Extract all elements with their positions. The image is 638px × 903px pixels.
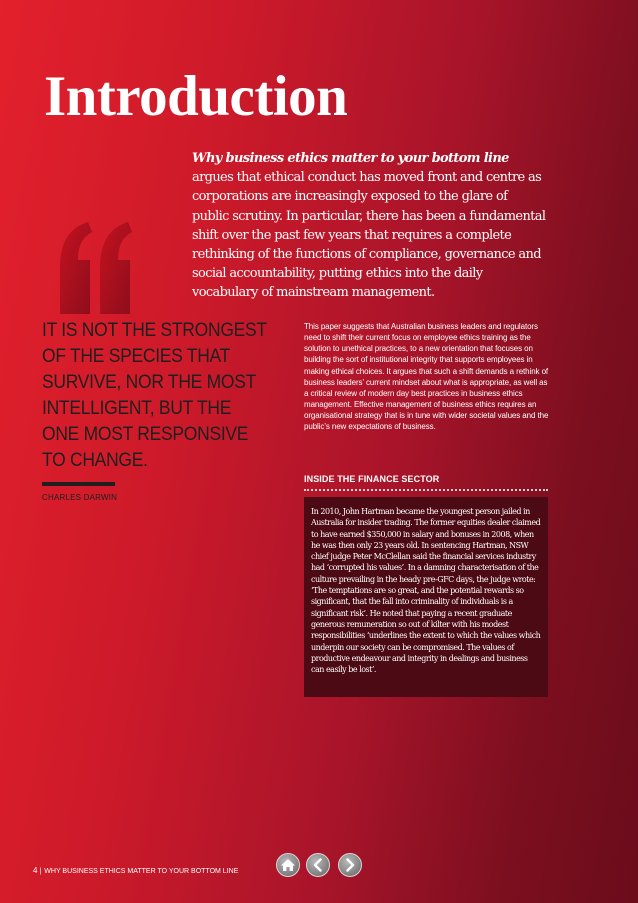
next-page-button[interactable]	[338, 853, 362, 877]
pull-quote: IT IS NOT THE STRONGEST OF THE SPECIES THAT SURVIVE, NOR THE MOST INTELLIGENT, BUT THE ONE MOST RESPONSIVE TO CHANGE.	[42, 320, 267, 471]
running-title: WHY BUSINESS ETHICS MATTER TO YOUR BOTTOM LINE	[44, 868, 239, 875]
body-paragraph: This paper suggests that Australian business leaders and regulators need to shift their current focus on employee ethics training as the solution to unethical practices, to a new orientation that focuses on building the sort of institutional integrity that supports employees in making ethical choices. It argues that such a shift demands a rethink of business leaders’ current mindset about what is appropriate, as well as a critical review of modern day best practices in business ethics management. Effective management of business ethics requires an organisational strategy that is in tune with wider societal values and the public’s new expectations of business.	[304, 322, 549, 432]
chevron-right-icon	[344, 858, 356, 872]
previous-page-button[interactable]	[306, 853, 330, 877]
page-footer	[33, 866, 238, 876]
home-button[interactable]	[276, 853, 300, 877]
case-study-text: In 2010, John Hartman became the youngest person jailed in Australia for insider trading. The former equities dealer claimed to have earned $350,000 in salary and bonuses in 2008, when he was then only 23 years old. In sentencing Hartman, NSW chief judge Peter McClellan said the financial services industry had ‘corrupted his values’. In a damning characterisation of the culture prevailing in the heady pre-GFC days, the judge wrote: ‘The temptations are so great, and the potential rewards so significant, that the fall into criminality of individuals is a significant risk’. He noted that paying a recent graduate generous remuneration so out of kilter with his modest responsibilities ‘underlines the extent to which the values which underpin our society can be compromised. The values of productive endeavour and integrity in dealings and business can easily be lost’.	[311, 507, 541, 675]
quote-divider	[42, 482, 115, 486]
home-icon	[280, 858, 296, 872]
intro-text: argues that ethical conduct has moved front and centre as corporations are increasingly exposed to the glare of public scrutiny. In particular, there has been a fundamental shift over the past few years that requires a complete rethinking of the functions of compliance, governance and social accountability, putting ethics into the daily vocabulary of mainstream management.	[192, 170, 546, 301]
quote-mark-icon	[56, 222, 134, 314]
case-study-box	[304, 497, 548, 697]
chevron-left-icon	[312, 858, 324, 872]
quote-author: CHARLES DARWIN	[42, 493, 118, 502]
footer-separator: |	[39, 868, 42, 875]
sidebar-heading: INSIDE THE FINANCE SECTOR	[304, 474, 440, 484]
page-number: 4	[33, 866, 38, 875]
page-title: Introduction	[44, 65, 348, 128]
dotted-divider	[304, 489, 548, 491]
intro-lead-italic: Why business ethics matter to your bottom line	[192, 151, 509, 166]
intro-paragraph	[192, 149, 547, 303]
